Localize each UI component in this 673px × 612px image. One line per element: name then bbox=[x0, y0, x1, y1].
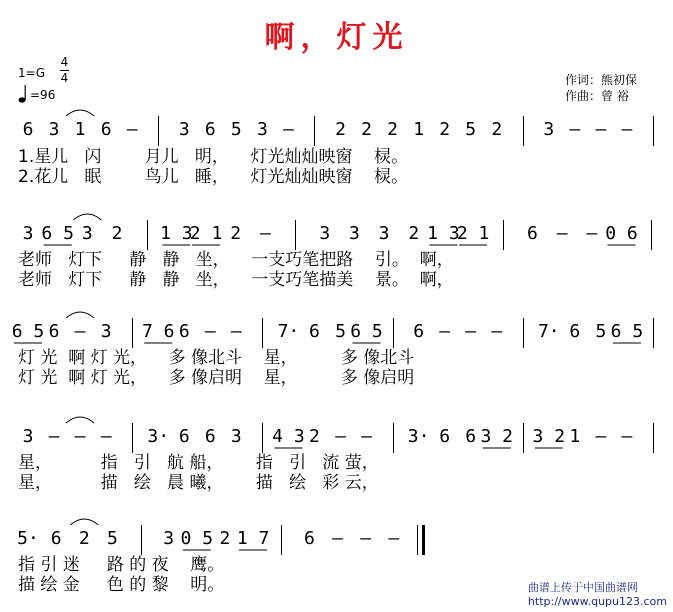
note: 2 bbox=[491, 119, 503, 140]
note: 6 bbox=[204, 426, 216, 447]
note: – bbox=[48, 426, 60, 447]
note: – bbox=[491, 321, 503, 342]
barline bbox=[262, 318, 263, 348]
note: 7· bbox=[277, 321, 300, 342]
note: 3· bbox=[407, 426, 430, 447]
barline bbox=[393, 318, 394, 348]
note: 6 bbox=[527, 223, 538, 244]
barline bbox=[653, 318, 654, 348]
note: 0 5 bbox=[180, 528, 214, 549]
notation-row-1 bbox=[0, 118, 673, 142]
note: 7· bbox=[537, 321, 560, 342]
note: – bbox=[360, 528, 372, 549]
barline bbox=[314, 116, 315, 146]
barline bbox=[393, 423, 394, 453]
note: 3 bbox=[256, 119, 268, 140]
notation-row-5 bbox=[0, 527, 673, 551]
note: 1 3 bbox=[160, 223, 193, 244]
note: 2 1 bbox=[456, 223, 490, 244]
barline bbox=[523, 318, 524, 348]
song-title: 啊，灯光 bbox=[264, 20, 409, 55]
barline bbox=[651, 220, 652, 250]
lyric-line-3-2: 灯 光 啊 灯 光， 多 像启明 星， 多 像启明 bbox=[18, 368, 415, 388]
barline bbox=[503, 220, 504, 250]
note: – bbox=[569, 119, 581, 140]
note: – bbox=[230, 321, 242, 342]
footer-line-1: 曲谱上传于中国曲谱网 bbox=[527, 581, 638, 594]
note: 5 bbox=[230, 119, 242, 140]
footer-line-2: http://www.qupu123.com bbox=[527, 595, 667, 608]
note: 3· bbox=[147, 426, 170, 447]
note: 6 bbox=[22, 119, 34, 140]
note: – bbox=[388, 528, 400, 549]
note: 2 bbox=[111, 223, 123, 244]
note: 1 7 bbox=[236, 528, 270, 549]
note: 6 5 bbox=[350, 321, 383, 342]
note: – bbox=[595, 426, 607, 447]
note: 1 bbox=[413, 119, 425, 140]
tempo-marking: =96 bbox=[30, 88, 56, 102]
slur bbox=[66, 110, 94, 116]
note: 3 2 bbox=[532, 426, 566, 447]
note: 5 bbox=[106, 528, 118, 549]
lyric-line-3-1: 灯 光 啊 灯 光， 多 像北斗 星， 多 像北斗 bbox=[18, 348, 415, 368]
note: – bbox=[282, 119, 294, 140]
barline bbox=[158, 116, 159, 146]
barline bbox=[132, 423, 133, 453]
note: – bbox=[126, 119, 138, 140]
quarter-note-icon bbox=[18, 84, 28, 104]
slur bbox=[70, 519, 98, 525]
note: 3 bbox=[378, 223, 390, 244]
notation-row-4 bbox=[0, 425, 673, 449]
barline bbox=[295, 220, 296, 250]
note: 5 bbox=[465, 119, 477, 140]
note: – bbox=[74, 426, 86, 447]
note: 3 bbox=[319, 223, 331, 244]
note: – bbox=[259, 223, 271, 244]
barline bbox=[147, 220, 148, 250]
lyric-line-1-2: 2.花儿 眠 鸟儿 睡， 灯光灿灿映窗 棂。 bbox=[18, 167, 409, 187]
barline bbox=[262, 423, 263, 453]
note: – bbox=[361, 426, 372, 447]
note: 3 bbox=[230, 426, 242, 447]
note: 6 bbox=[48, 321, 60, 342]
note: 2 bbox=[230, 223, 242, 244]
note: 6 bbox=[465, 426, 477, 447]
note: 3 bbox=[100, 321, 112, 342]
lyric-line-5-1: 指 引 迷 路 的 夜 鹰。 bbox=[18, 555, 225, 575]
note: 5 bbox=[335, 321, 346, 342]
barline bbox=[523, 116, 524, 146]
note: 1 3 bbox=[427, 223, 460, 244]
note: – bbox=[621, 119, 633, 140]
note: 2 bbox=[78, 528, 90, 549]
note: 1 bbox=[74, 119, 86, 140]
note: 6 5 bbox=[41, 223, 74, 244]
note: 2 bbox=[335, 119, 346, 140]
time-signature-top: 4 bbox=[60, 55, 69, 69]
time-signature bbox=[60, 56, 69, 85]
slur bbox=[66, 417, 94, 423]
lyric-line-4-2: 星， 描 绘 晨 曦， 描 绘 彩 云， bbox=[18, 473, 379, 493]
note: 7 6 bbox=[141, 321, 175, 342]
note: 5· bbox=[17, 528, 39, 549]
final-barline bbox=[422, 525, 425, 555]
time-signature-bottom: 4 bbox=[60, 71, 69, 85]
note: 5 bbox=[595, 321, 607, 342]
note: 3 bbox=[81, 223, 93, 244]
lyric-line-5-2: 描 绘 金 色 的 黎 明。 bbox=[18, 575, 225, 595]
note: 6 bbox=[178, 426, 190, 447]
key-signature: 1=G bbox=[18, 66, 45, 80]
note: 2 bbox=[219, 528, 231, 549]
note: – bbox=[74, 321, 86, 342]
note: 6 bbox=[50, 528, 62, 549]
composer-credit: 作曲：曾 裕 bbox=[565, 89, 629, 103]
lyric-line-2-1: 老师 灯下 静 静 坐， 一支巧笔把路 引。 啊， bbox=[18, 250, 454, 270]
note: – bbox=[100, 426, 112, 447]
note: 3 bbox=[348, 223, 360, 244]
barline bbox=[523, 423, 524, 453]
barline bbox=[653, 116, 654, 146]
note: 3 bbox=[178, 119, 190, 140]
note: 6 bbox=[100, 119, 112, 140]
note: – bbox=[595, 119, 607, 140]
note: 2 bbox=[439, 119, 451, 140]
note: 2 bbox=[309, 426, 320, 447]
note: 0 6 bbox=[605, 223, 638, 244]
barline bbox=[141, 525, 142, 555]
lyric-line-1-1: 1.星儿 闪 月儿 明， 灯光灿灿映窗 棂。 bbox=[18, 147, 409, 167]
note: – bbox=[621, 426, 633, 447]
note: 3 bbox=[48, 119, 60, 140]
slur bbox=[73, 214, 101, 220]
note: 2 bbox=[408, 223, 420, 244]
note: 3 bbox=[163, 528, 175, 549]
lyric-line-2-2: 老师 灯下 静 静 坐， 一支巧笔描美 景。 啊， bbox=[18, 270, 454, 290]
note: 2 bbox=[361, 119, 372, 140]
note: – bbox=[586, 223, 598, 244]
barline bbox=[281, 525, 282, 555]
note: – bbox=[439, 321, 451, 342]
notation-row-2 bbox=[0, 222, 673, 246]
note: 2 bbox=[387, 119, 398, 140]
note: 6 bbox=[413, 321, 425, 342]
note: 1 bbox=[569, 426, 581, 447]
note: 3 bbox=[22, 426, 34, 447]
notation-row-3 bbox=[0, 320, 673, 344]
note: 6 bbox=[204, 119, 216, 140]
note: 3 bbox=[543, 119, 555, 140]
barline bbox=[132, 318, 133, 348]
note: 2 1 bbox=[189, 223, 223, 244]
note: – bbox=[556, 223, 568, 244]
note: 6 bbox=[303, 528, 315, 549]
note: 6 bbox=[569, 321, 581, 342]
note: – bbox=[335, 426, 346, 447]
slur bbox=[66, 312, 94, 318]
note: 3 bbox=[22, 223, 34, 244]
footer-watermark bbox=[528, 579, 667, 608]
lyricist-credit: 作词：熊初保 bbox=[565, 73, 638, 87]
final-barline-thin bbox=[417, 525, 418, 555]
barline bbox=[653, 423, 654, 453]
note: 6 5 bbox=[610, 321, 644, 342]
note: 3 2 bbox=[480, 426, 513, 447]
note: 6 bbox=[178, 321, 190, 342]
note: – bbox=[465, 321, 477, 342]
note: 6 5 bbox=[11, 321, 45, 342]
note: – bbox=[332, 528, 343, 549]
lyric-line-4-1: 星， 指 引 航 船， 指 引 流 萤， bbox=[18, 453, 379, 473]
note: 4 3 bbox=[272, 426, 305, 447]
note: 6 bbox=[309, 321, 320, 342]
note: 6 bbox=[439, 426, 451, 447]
note: – bbox=[204, 321, 216, 342]
